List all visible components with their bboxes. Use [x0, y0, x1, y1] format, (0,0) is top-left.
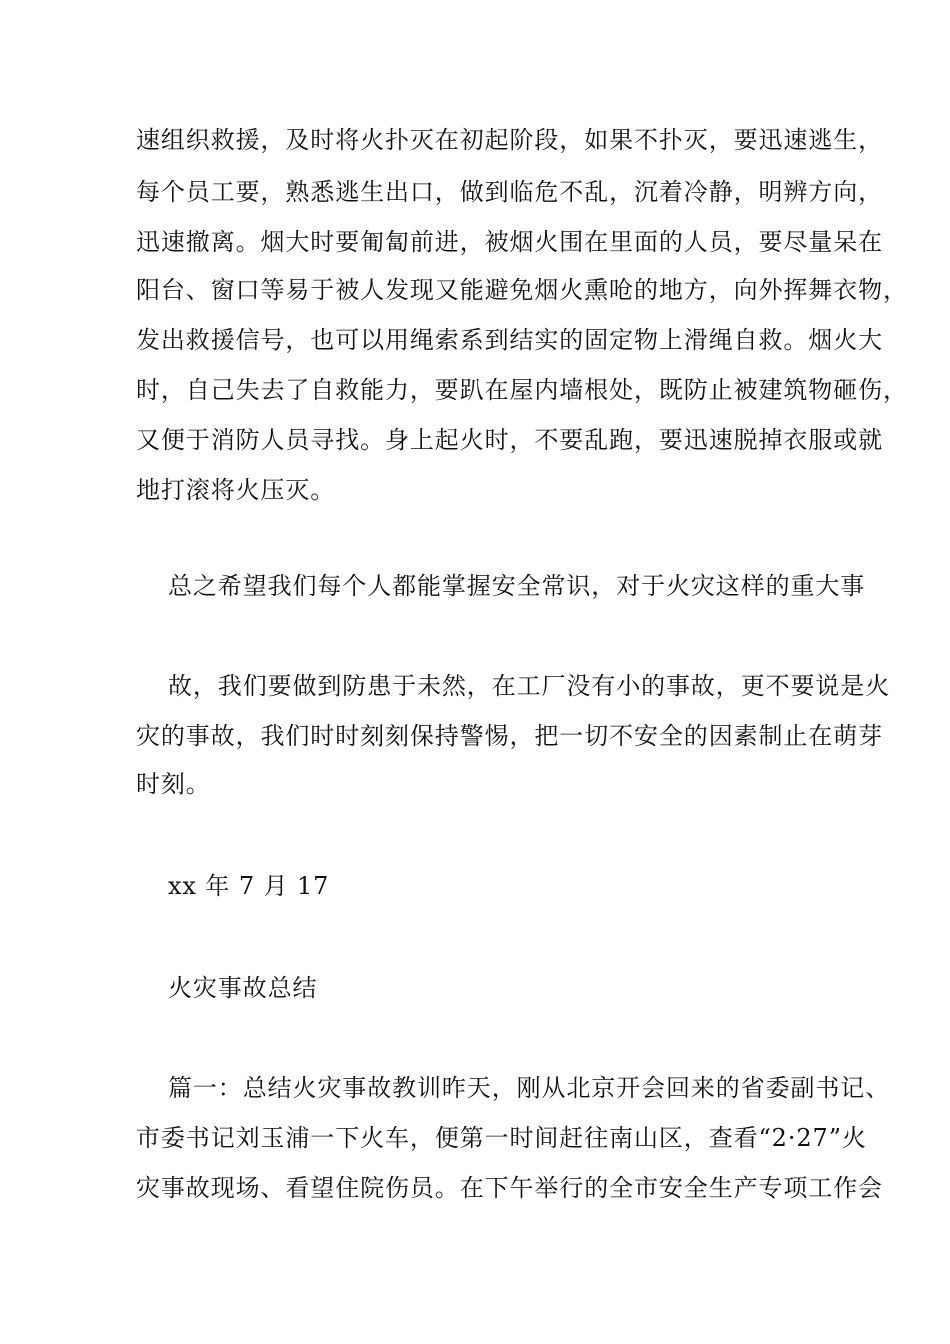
paragraph-1-line-6: 时，自己失去了自救能力，要趴在屋内墙根处，既防止被建筑物砸伤，: [136, 376, 908, 404]
paragraph-1-line-8: 地打滚将火压灭。: [136, 476, 336, 504]
paragraph-3-line-2: 灾的事故，我们时时刻刻保持警惕，把一切不安全的因素制止在萌芽: [136, 722, 883, 750]
paragraph-3-line-3: 时刻。: [136, 770, 211, 798]
paragraph-2-line-1: 总之希望我们每个人都能掌握安全常识，对于火灾这样的重大事: [168, 572, 866, 600]
paragraph-1-line-4: 阳台、窗口等易于被人发现又能避免烟火熏呛的地方，向外挥舞衣物，: [136, 276, 908, 304]
paragraph-1-line-3: 迅速撤离。烟大时要匍匐前进，被烟火围在里面的人员，要尽量呆在: [136, 228, 883, 256]
section-heading: 火灾事故总结: [168, 974, 318, 1002]
paragraph-1-line-1: 速组织救援，及时将火扑灭在初起阶段，如果不扑灭，要迅速逃生，: [136, 126, 883, 154]
paragraph-1-line-7: 又便于消防人员寻找。身上起火时，不要乱跑，要迅速脱掉衣服或就: [136, 426, 883, 454]
paragraph-4-line-3: 灾事故现场、看望住院伤员。在下午举行的全市安全生产专项工作会: [136, 1174, 883, 1202]
paragraph-3-line-1: 故，我们要做到防患于未然，在工厂没有小的事故，更不要说是火: [168, 672, 891, 700]
paragraph-1-line-5: 发出救援信号，也可以用绳索系到结实的固定物上滑绳自救。烟火大: [136, 326, 883, 354]
paragraph-4-line-1: 篇一：总结火灾事故教训昨天，刚从北京开会回来的省委副书记、: [168, 1074, 891, 1102]
date-line: xx 年 7 月 17: [168, 872, 330, 900]
paragraph-1-line-2: 每个员工要，熟悉逃生出口，做到临危不乱，沉着冷静，明辨方向，: [136, 178, 883, 206]
paragraph-4-line-2: 市委书记刘玉浦一下火车，便第一时间赶往南山区，查看“2·27”火: [136, 1124, 867, 1152]
